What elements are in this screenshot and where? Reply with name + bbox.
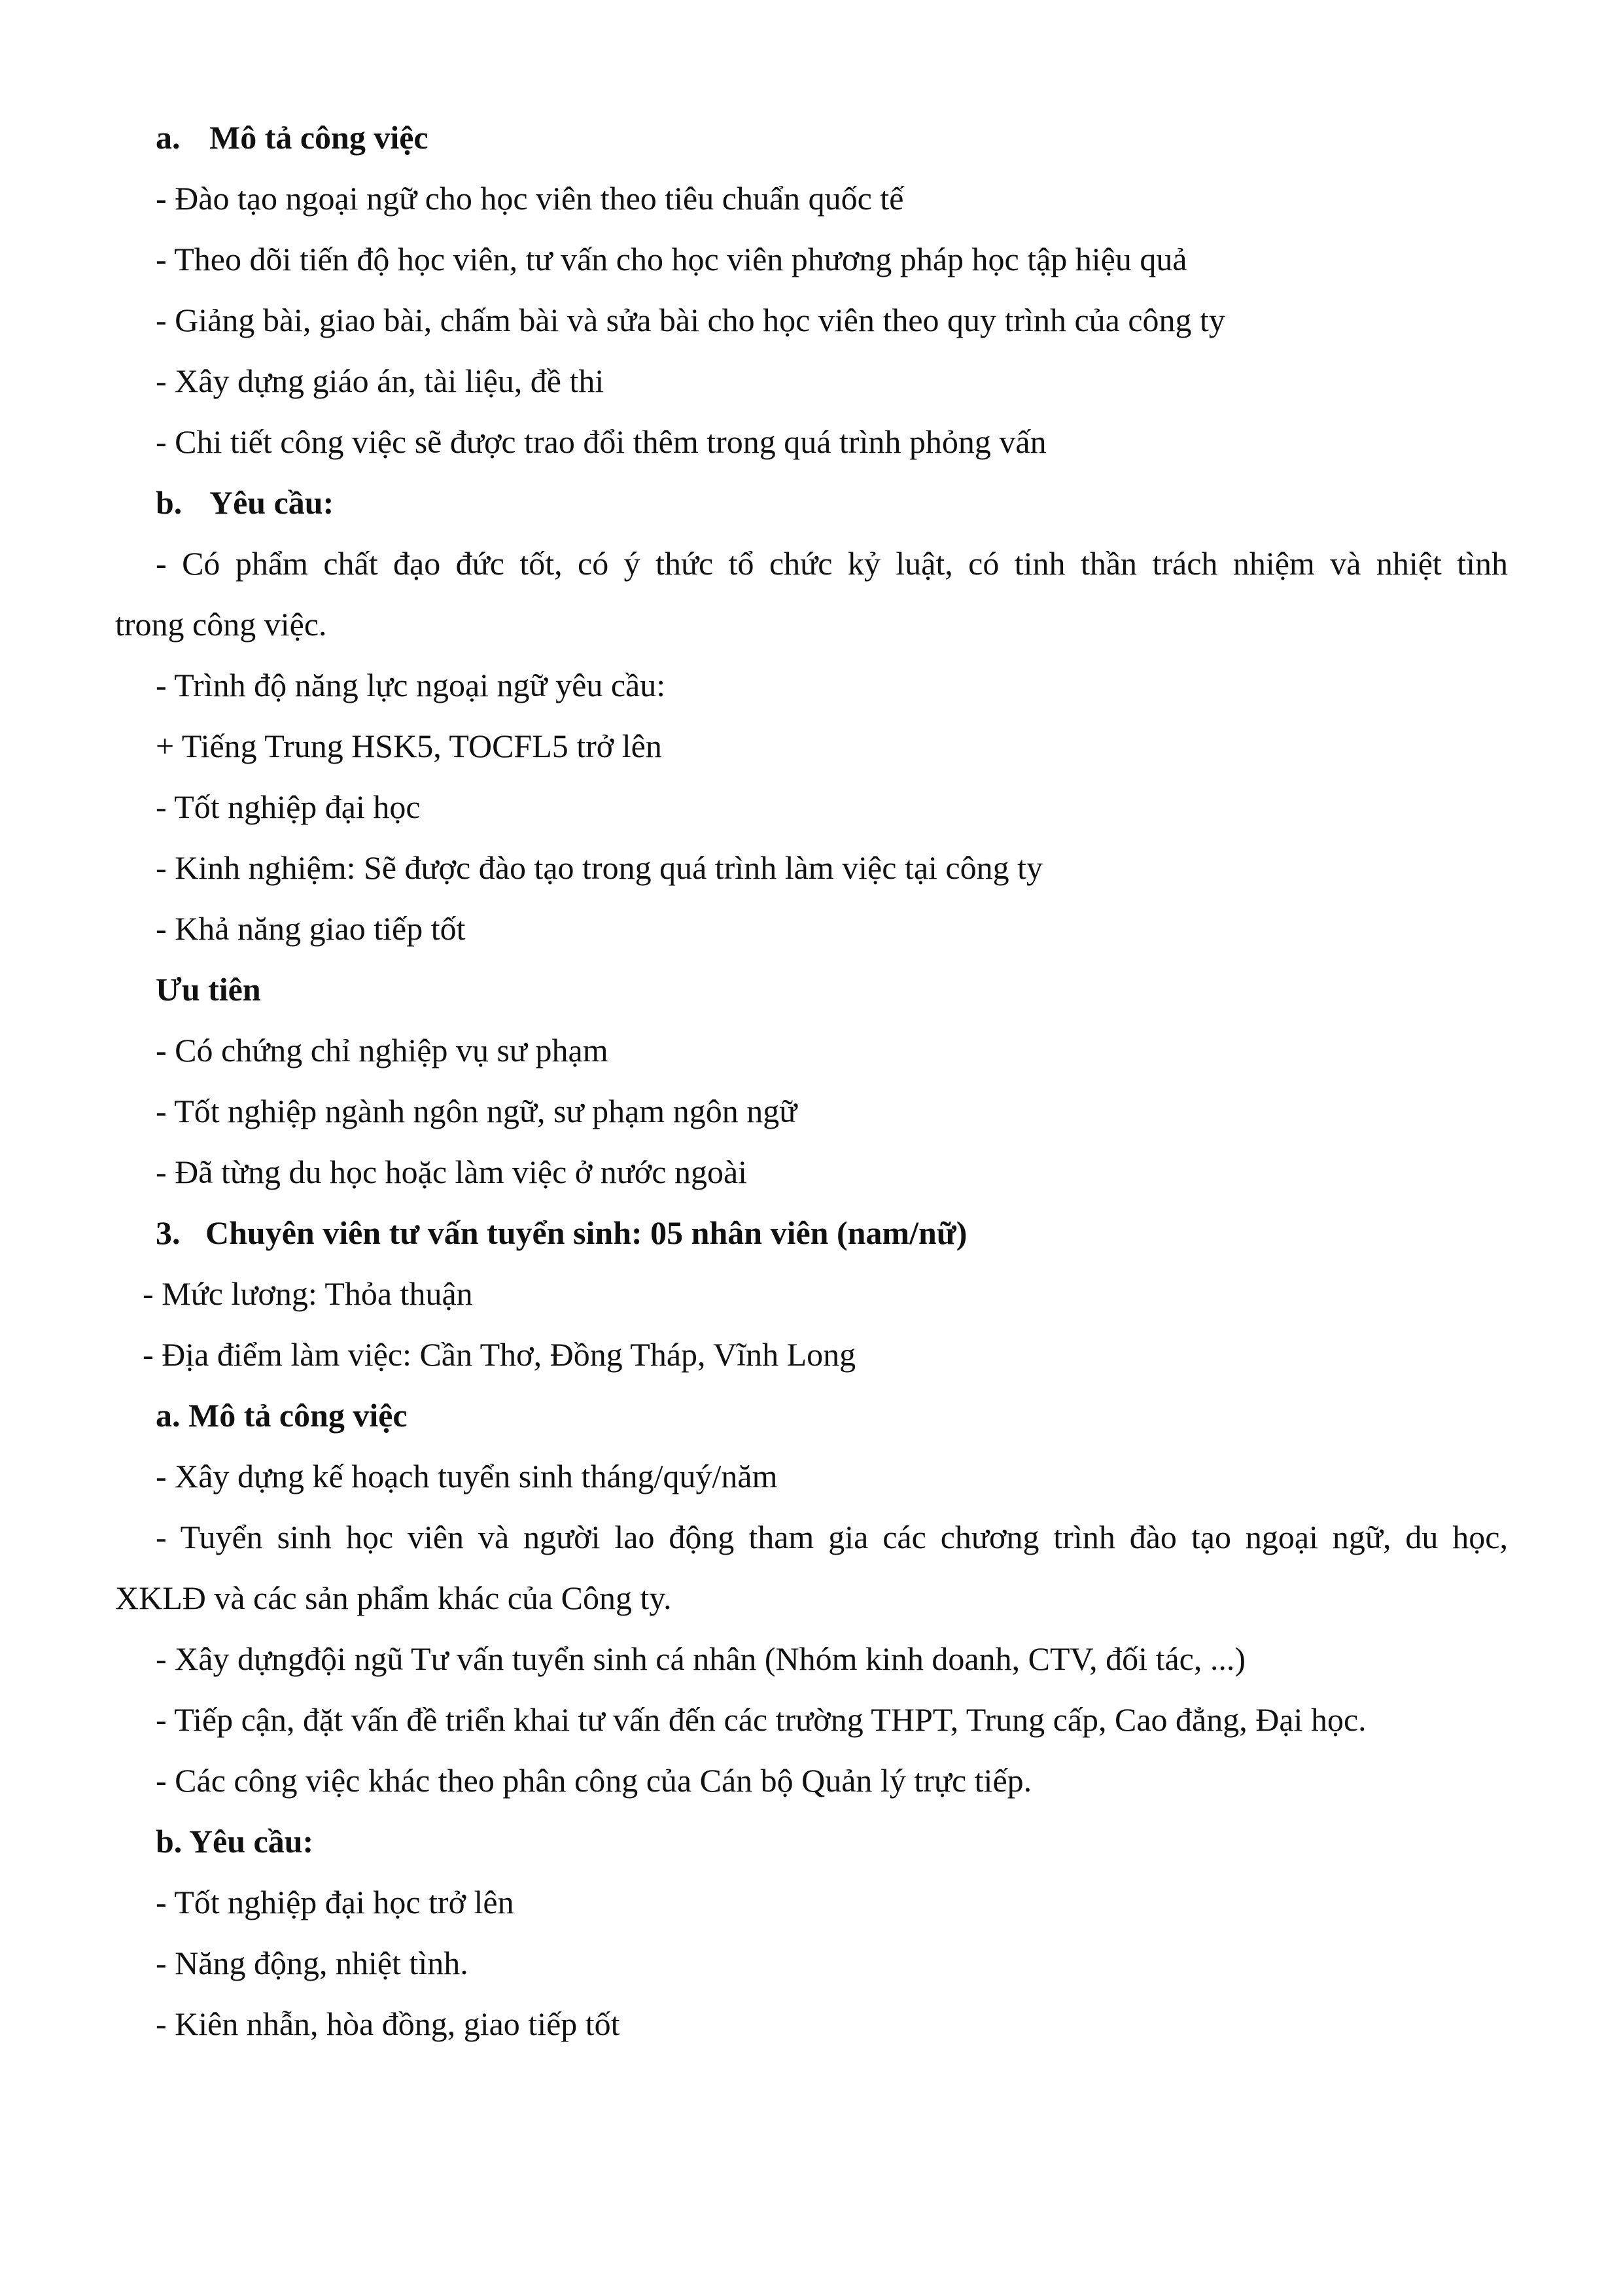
- list-item: - Tốt nghiệp ngành ngôn ngữ, sư phạm ngôn ngữ: [156, 1093, 797, 1129]
- paragraph-line: - Tuyển sinh học viên và người lao động tham gia các chương trình đào tạo ngoại ngữ, du học,: [156, 1519, 1508, 1555]
- paragraph-line: XKLĐ và các sản phẩm khác của Công ty.: [115, 1580, 672, 1616]
- heading-title: Yêu cầu:: [209, 484, 334, 521]
- paragraph-line: - Có phẩm chất đạo đức tốt, có ý thức tổ chức kỷ luật, có tinh thần trách nhiệm và nhiệt tình: [156, 545, 1508, 582]
- list-item: - Chi tiết công việc sẽ được trao đổi thêm trong quá trình phỏng vấn: [156, 423, 1047, 460]
- list-item: - Năng động, nhiệt tình.: [156, 1945, 468, 1981]
- list-item: - Các công việc khác theo phân công của Cán bộ Quản lý trực tiếp.: [156, 1762, 1032, 1799]
- list-item: - Khả năng giao tiếp tốt: [156, 910, 466, 947]
- list-item: - Theo dõi tiến độ học viên, tư vấn cho học viên phương pháp học tập hiệu quả: [156, 241, 1187, 277]
- list-item: - Kiên nhẫn, hòa đồng, giao tiếp tốt: [156, 2005, 620, 2042]
- list-item: - Trình độ năng lực ngoại ngữ yêu cầu:: [156, 667, 666, 703]
- heading-job-description: [156, 118, 428, 157]
- list-item: - Có chứng chỉ nghiệp vụ sư phạm: [156, 1032, 608, 1069]
- list-item: - Xây dựng giáo án, tài liệu, đề thi: [156, 362, 604, 399]
- location-line: - Địa điểm làm việc: Cần Thơ, Đồng Tháp, Vĩnh Long: [143, 1336, 856, 1373]
- list-item: - Tốt nghiệp đại học: [156, 788, 421, 825]
- list-item: - Tốt nghiệp đại học trở lên: [156, 1884, 514, 1920]
- heading-job-description-3: a. Mô tả công việc: [156, 1397, 408, 1434]
- heading-number: a.: [156, 119, 181, 156]
- list-item: - Xây dựngđội ngũ Tư vấn tuyển sinh cá nhân (Nhóm kinh doanh, CTV, đối tác, ...): [156, 1640, 1246, 1677]
- salary-line: - Mức lương: Thỏa thuận: [143, 1275, 473, 1312]
- list-item: - Đào tạo ngoại ngữ cho học viên theo tiêu chuẩn quốc tế: [156, 180, 904, 217]
- list-item: - Đã từng du học hoặc làm việc ở nước ngoài: [156, 1154, 748, 1190]
- heading-requirements: [156, 483, 334, 522]
- heading-title: Mô tả công việc: [209, 119, 428, 156]
- heading-number: b.: [156, 484, 183, 521]
- heading-title: Chuyên viên tư vấn tuyển sinh: 05 nhân viên (nam/nữ): [205, 1214, 968, 1251]
- list-item: - Giảng bài, giao bài, chấm bài và sửa bài cho học viên theo quy trình của công ty: [156, 302, 1225, 338]
- paragraph-line: trong công việc.: [115, 606, 327, 643]
- heading-number: 3.: [156, 1214, 181, 1251]
- list-item: - Kinh nghiệm: Sẽ được đào tạo trong quá trình làm việc tại công ty: [156, 849, 1043, 886]
- list-item: - Xây dựng kế hoạch tuyển sinh tháng/quý/năm: [156, 1458, 778, 1494]
- heading-priority: Ưu tiên: [156, 971, 261, 1008]
- heading-requirements-3: b. Yêu cầu:: [156, 1823, 314, 1860]
- heading-section-3: [156, 1213, 967, 1252]
- list-item: + Tiếng Trung HSK5, TOCFL5 trở lên: [156, 728, 662, 764]
- list-item: - Tiếp cận, đặt vấn đề triển khai tư vấn đến các trường THPT, Trung cấp, Cao đẳng, Đại học.: [156, 1701, 1367, 1738]
